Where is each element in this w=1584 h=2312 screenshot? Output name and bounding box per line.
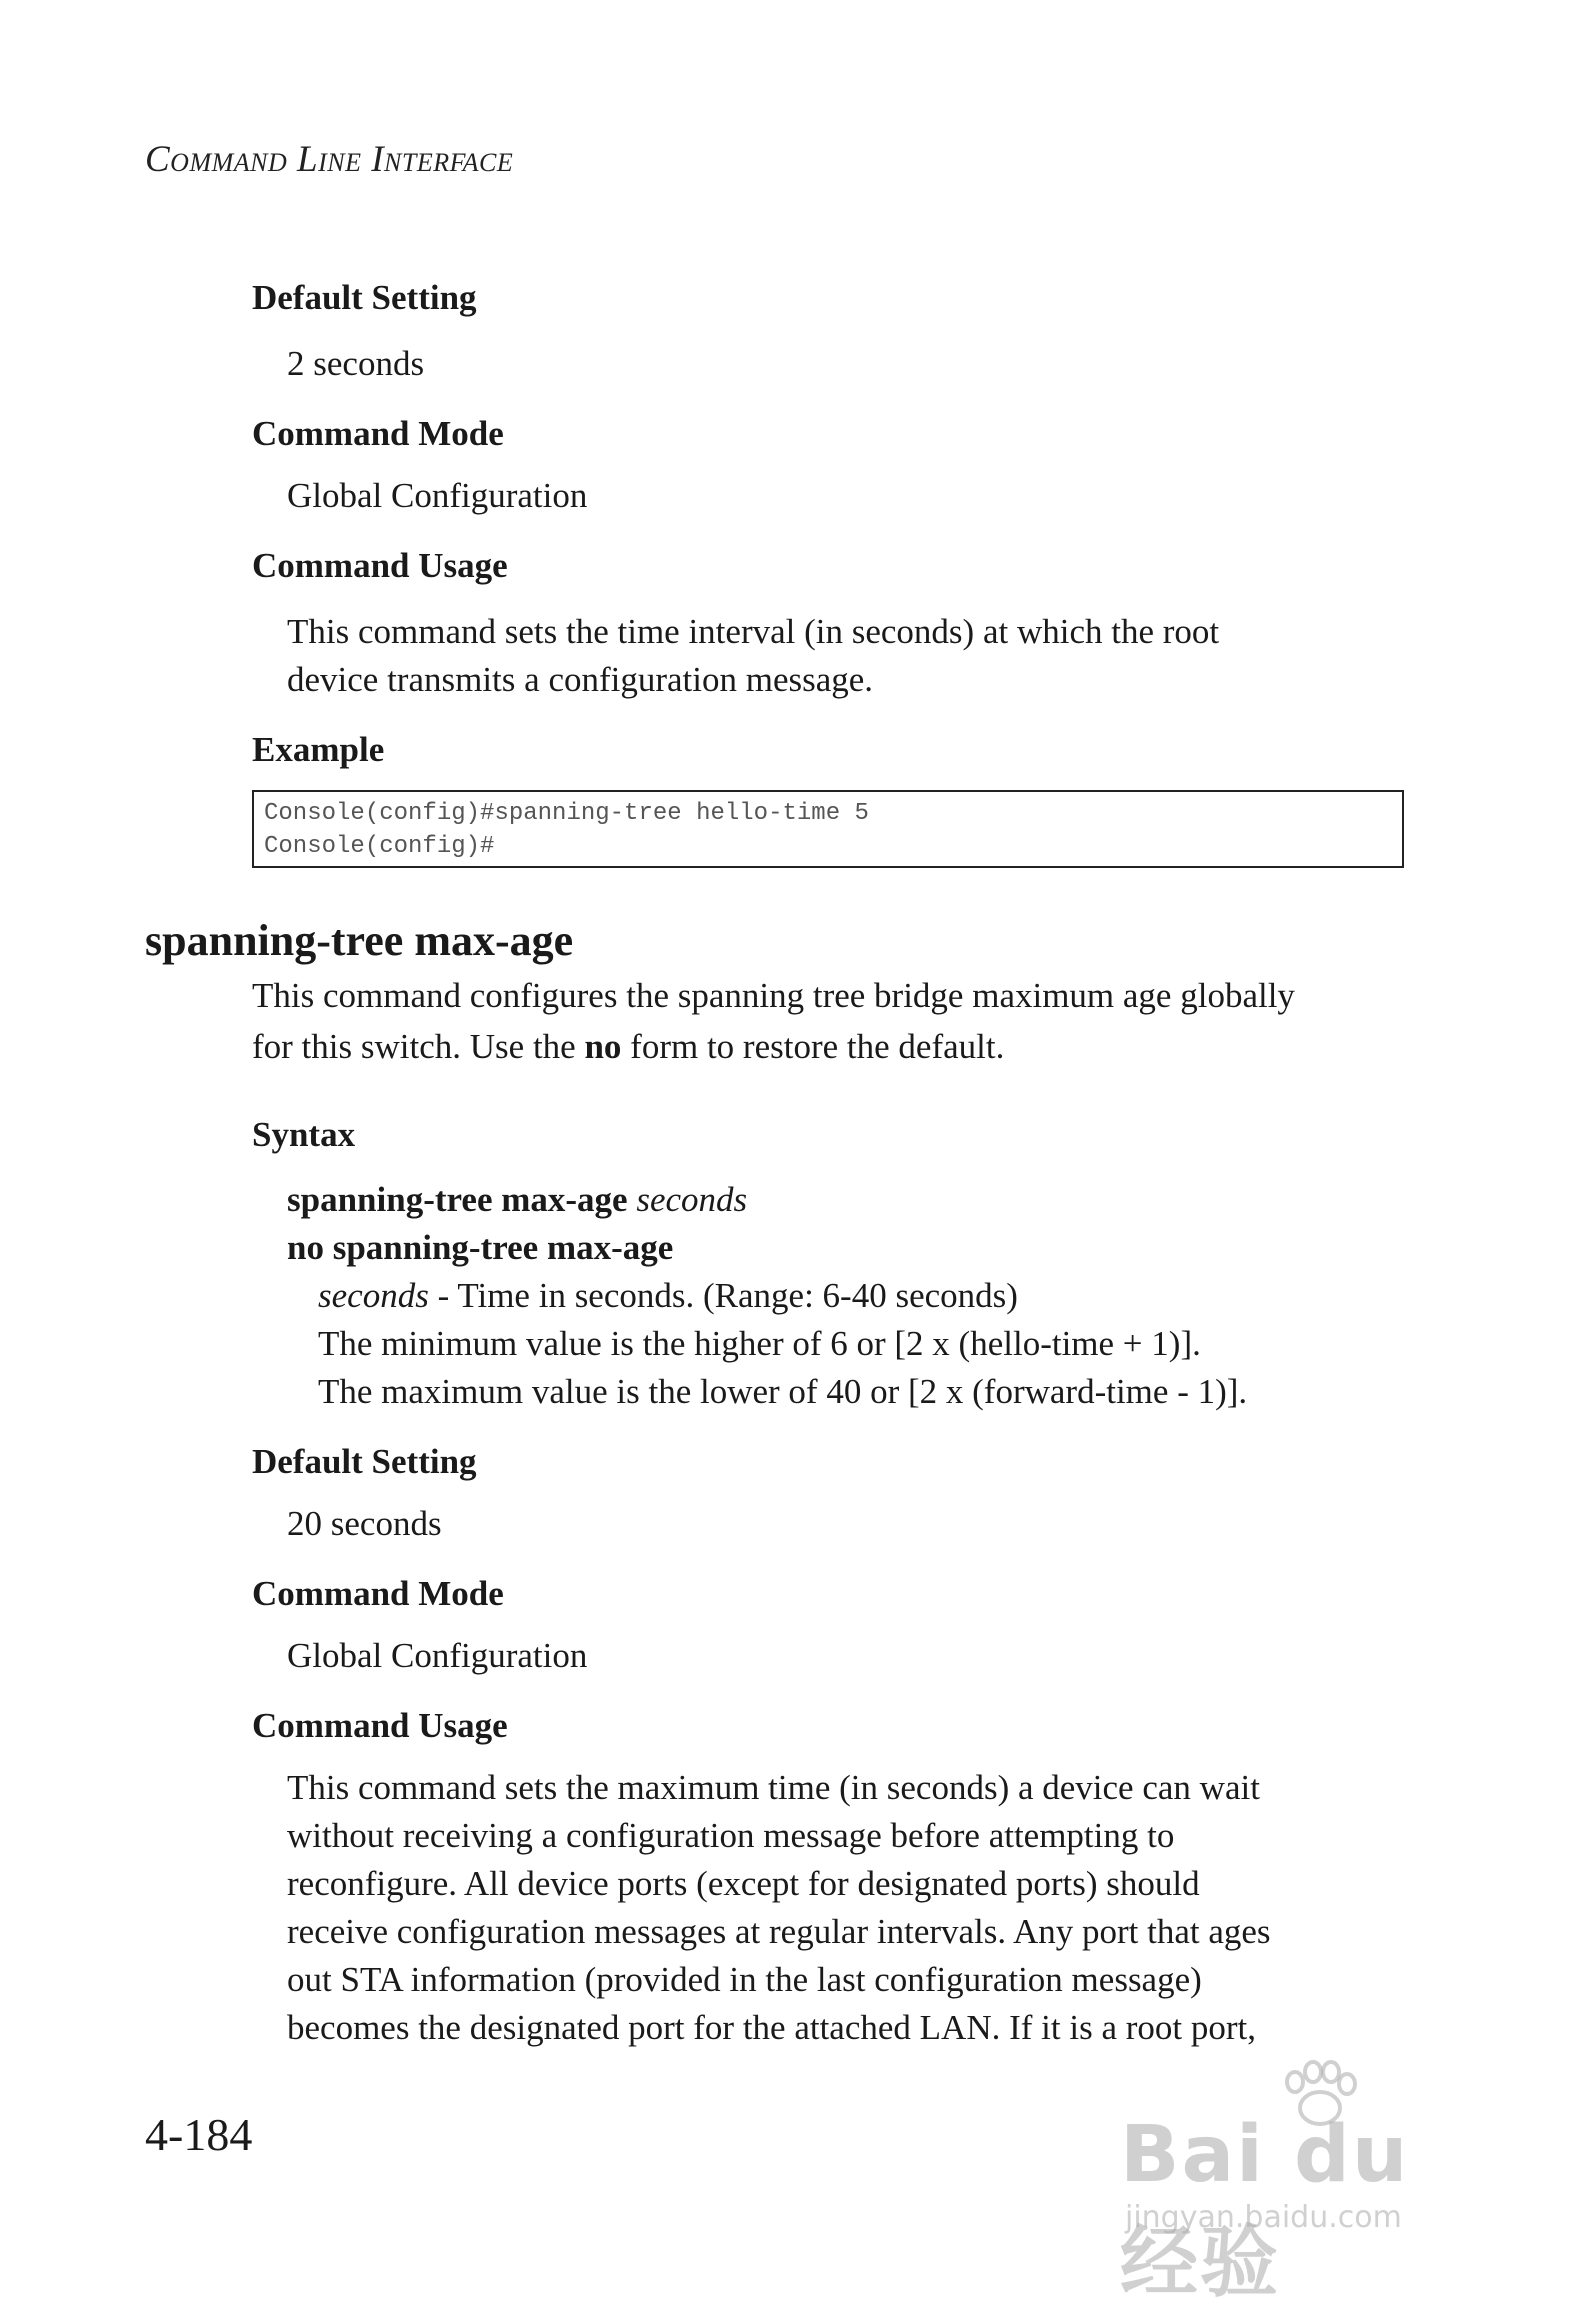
parameter-max-note: The maximum value is the lower of 40 or [2 x (forward-time - 1)]. xyxy=(318,1372,1248,1411)
command-usage-heading: Command Usage xyxy=(252,1706,508,1745)
command-mode-value: Global Configuration xyxy=(287,1636,588,1675)
intro-text: for this switch. Use the xyxy=(252,1027,585,1066)
intro-line: This command configures the spanning tree bridge maximum age globally xyxy=(252,976,1295,1015)
command-usage-heading: Command Usage xyxy=(252,546,508,585)
example-heading: Example xyxy=(252,730,385,769)
running-header: Command Line Interface xyxy=(145,139,514,180)
intro-text: form to restore the default. xyxy=(621,1027,1005,1066)
code-line: Console(config)# xyxy=(264,833,495,860)
syntax-parameter: seconds xyxy=(636,1180,748,1219)
syntax-heading: Syntax xyxy=(252,1115,356,1154)
code-line: Console(config)#spanning-tree hello-time 5 xyxy=(264,800,869,827)
command-usage-line: receive configuration messages at regular intervals. Any port that ages xyxy=(287,1912,1271,1951)
intro-no-keyword: no xyxy=(584,1027,622,1066)
example-code-box xyxy=(252,790,1404,868)
parameter-description xyxy=(318,1276,1018,1316)
command-usage-line: reconfigure. All device ports (except for designated ports) should xyxy=(287,1864,1200,1903)
syntax-no-command-name: no spanning-tree max-age xyxy=(287,1228,674,1267)
page-number: 4-184 xyxy=(145,2109,253,2160)
default-setting-heading: Default Setting xyxy=(252,1442,477,1481)
baidu-watermark xyxy=(1120,2060,1500,2308)
intro-line xyxy=(252,1027,1004,1067)
syntax-command-name: spanning-tree max-age xyxy=(287,1180,628,1219)
command-mode-heading: Command Mode xyxy=(252,1574,504,1613)
command-usage-line: device transmits a configuration message. xyxy=(287,660,874,699)
command-usage-line: This command sets the time interval (in seconds) at which the root xyxy=(287,612,1220,651)
watermark-brand: Bai du 经验 xyxy=(1120,2110,1410,2308)
parameter-min-note: The minimum value is the higher of 6 or [2 x (hello-time + 1)]. xyxy=(318,1324,1201,1363)
syntax-no-command xyxy=(287,1228,673,1268)
default-setting-value: 20 seconds xyxy=(287,1504,442,1543)
default-setting-value: 2 seconds xyxy=(287,344,425,383)
command-usage-line: without receiving a configuration message before attempting to xyxy=(287,1816,1175,1855)
syntax-command xyxy=(287,1180,747,1220)
command-usage-line: out STA information (provided in the last configuration message) xyxy=(287,1960,1202,1999)
parameter-name: seconds xyxy=(318,1276,429,1315)
command-mode-value: Global Configuration xyxy=(287,476,588,515)
default-setting-heading: Default Setting xyxy=(252,278,477,317)
section-title: spanning-tree max-age xyxy=(145,916,574,965)
command-mode-heading: Command Mode xyxy=(252,414,504,453)
command-usage-line: This command sets the maximum time (in seconds) a device can wait xyxy=(287,1768,1260,1807)
watermark-url: jingyan.baidu.com xyxy=(1125,2200,1402,2235)
parameter-desc: - Time in seconds. (Range: 6-40 seconds) xyxy=(428,1276,1018,1315)
command-usage-line: becomes the designated port for the attached LAN. If it is a root port, xyxy=(287,2008,1256,2047)
